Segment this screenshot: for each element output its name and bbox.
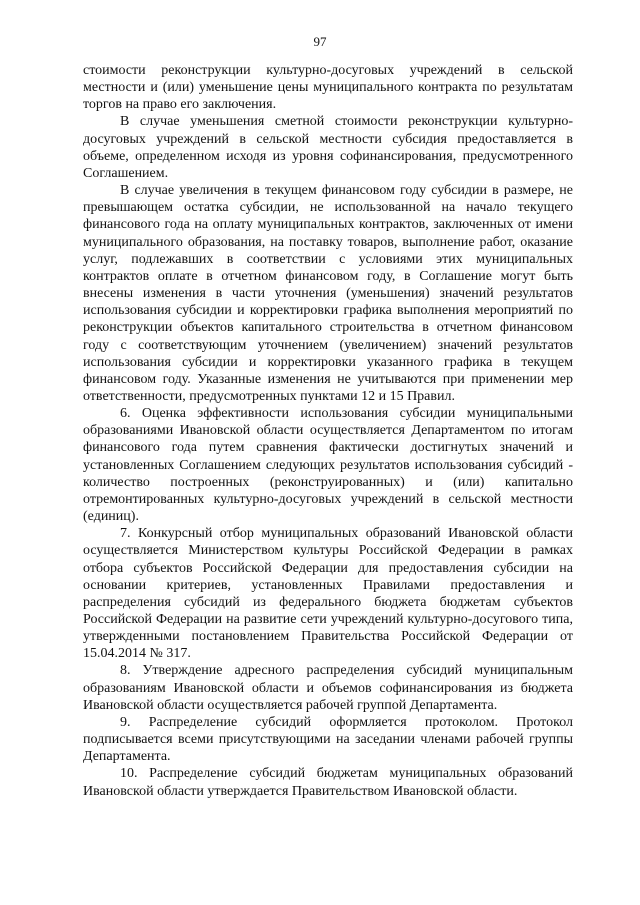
paragraph-continuation: стоимости реконструкции культурно-досуговых учреждений в сельской местности и (или) уменьшение цены муниципального контракта по результатам торгов на право его заключения.: [83, 63, 573, 113]
paragraph-item-6: 6. Оценка эффективности использования субсидии муниципальными образованиями Ивановской области осуществляется Департаментом по итогам финансового года путем сравнения фактически достигнутых значений и установленных Соглашением следующих результатов использования субсидий - количество построенных (реконструированных) и (или) капитально отремонтированных культурно-досуговых учреждений в сельской местности (единиц).: [83, 406, 573, 525]
paragraph-subsidy-increase: В случае увеличения в текущем финансовом году субсидии в размере, не превышающем остатка субсидии, не использованной на начало текущего финансового года на оплату муниципальных контрактов, заключенных от имени муниципального образования, на поставку товаров, выполнение работ, оказание услуг, подлежавших в соответствии с условиями этих муниципальных контрактов оплате в отчетном финансовом году, в Соглашение могут быть внесены изменения в части уточнения (уменьшения) значений результатов использования субсидии и корректировки графика выполнения мероприятий по реконструкции объектов капитального строительства в отчетном финансовом году с соответствующим уточнением (увеличением) значений результатов использования субсидии и корректировки указанного графика в текущем финансовом году. Указанные изменения не учитываются при применении мер ответственности, предусмотренных пунктами 12 и 15 Правил.: [83, 183, 573, 404]
document-body: [83, 62, 573, 800]
paragraph-item-7: 7. Конкурсный отбор муниципальных образований Ивановской области осуществляется Министерством культуры Российской Федерации в рамках отбора субъектов Российской Федерации для предоставления субсидии на основании критериев, установленных Правилами предоставления и распределения субсидий из федерального бюджета бюджетам субъектов Российской Федерации на развитие сети учреждений культурно-досугового типа, утвержденными постановлением Правительства Российской Федерации от 15.04.2014 № 317.: [83, 526, 573, 662]
page-number: 97: [313, 34, 327, 49]
paragraph-item-10: 10. Распределение субсидий бюджетам муниципальных образований Ивановской области утверждается Правительством Ивановской области.: [83, 766, 573, 799]
paragraph-item-9: 9. Распределение субсидий оформляется протоколом. Протокол подписывается всеми присутствующими на заседании членами рабочей группы Департамента.: [83, 714, 573, 765]
paragraph-item-8: 8. Утверждение адресного распределения субсидий муниципальным образованиям Ивановской области и объемов софинансирования из бюджета Ивановской области осуществляется рабочей группой Департамента.: [83, 663, 573, 713]
paragraph-subsidy-reduction: В случае уменьшения сметной стоимости реконструкции культурно-досуговых учреждений в сельской местности субсидия предоставляется в объеме, определенном исходя из уровня софинансирования, предусмотренного Соглашением.: [83, 114, 573, 181]
